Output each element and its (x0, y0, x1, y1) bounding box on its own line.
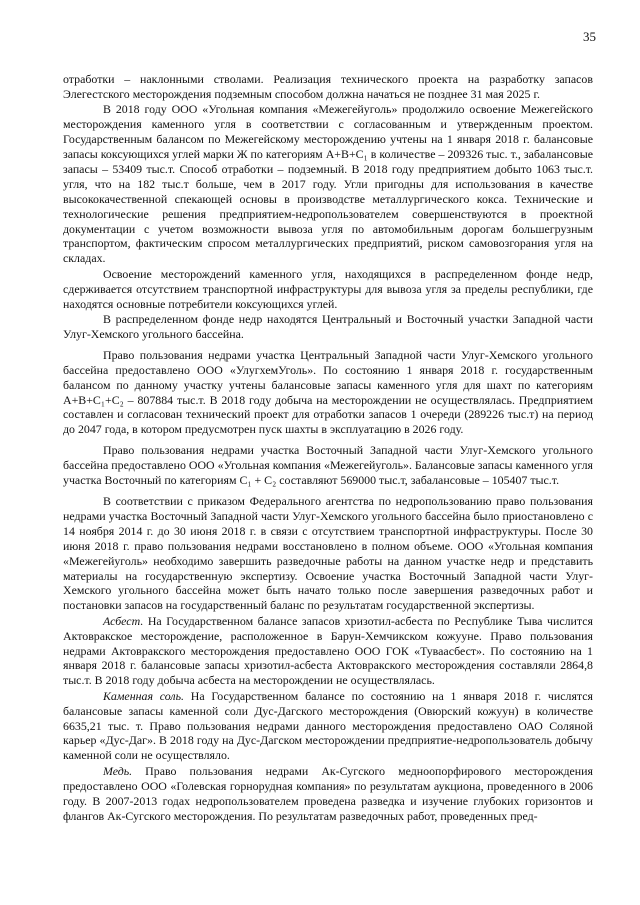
section-label: Медь. (103, 763, 133, 778)
paragraph-text: На Государственном балансе запасов хризотил-асбеста по Республике Тыва числится Актовракское месторождение, расположенное в Барун-Хемчикском кожууне. Право пользования недрами Актовракского месторождения предоставлено ООО ГОК «Туваасбест». По состоянию на 1 января 2018 г. балансовые запасы хризотил-асбеста Актовракского месторождения составляли 2864,8 тыс.т. В 2018 году добыча асбеста на месторождении не осуществлялась. (63, 613, 593, 688)
paragraph-central-site (63, 348, 593, 437)
paragraph-text: В 2018 году ООО «Угольная компания «Межегейуголь» продолжило освоение Межегейского месторождения каменного угля в соответствии с согласованным и утвержденным проектом. Государственным балансом по Межегейскому месторождению учтены на 1 января 2018 г. балансовые запасы коксующихся углей марки Ж по категориям А+В+С₁ в количестве – 209326 тыс. т., забалансовые запасы – 53409 тыс.т. Способ отработки – подземный. В 2018 году предприятием добыто 1063 тыс.т. угля, что на 182 тыс.т больше, чем в 2017 году. Угли пригодны для использования в качестве высококачественной спекающей основы в производстве металлургического кокса. Технические и технологические решения предприятием-недропользователем совершенствуются в проектной документации с учетом возможности вывоза угля по автомобильным дорогам большегрузным транспортом, фактическим спросом металлургических предприятий, риском самовозгорания угля на складах. (63, 102, 593, 266)
paragraph-transport-infrastructure (63, 267, 593, 312)
paragraph-continuation (63, 72, 593, 102)
paragraph-text: Право пользования недрами участка Восточный Западной части Улуг-Хемского угольного бассейна предоставлено ООО «Угольная компания «Межегейуголь». Балансовые запасы каменного угля участка Восточный по категориям С₁ + С₂ составляют 569000 тыс.т, забалансовые – 105407 тыс.т. (63, 443, 593, 488)
body-text (63, 72, 593, 824)
paragraph-text: В соответствии с приказом Федерального агентства по недропользованию право пользования недрами участка Восточный Западной части Улуг-Хемского угольного бассейна было приостановлено с 14 ноября 2014 г. до 30 июня 2018 г. в связи с отсутствием транспортной инфраструктуры. После 30 июня 2018 г. право пользования недрами восстановлено в полном объеме. ООО «Угольная компания «Межегейуголь» необходимо завершить разведочные работы на данном участке недр и представить материалы на государственную экспертизу. Освоение участка Восточный Западной части Улуг-Хемского угольного бассейна может быть начато только после завершения разведочных работ и постановки запасов на государственный баланс по результатам государственной экспертизы. (63, 493, 593, 613)
paragraph-text: Освоение месторождений каменного угля, находящихся в распределенном фонде недр, сдерживается отсутствием транспортной инфраструктуры для вывоза угля за пределы республики, где находятся основные потребители коксующихся углей. (63, 266, 593, 311)
paragraph-license-suspension (63, 494, 593, 613)
paragraph-distributed-fund (63, 312, 593, 342)
paragraph-rock-salt (63, 689, 593, 764)
paragraph-copper (63, 764, 593, 824)
paragraph-text: На Государственном балансе по состоянию на 1 января 2018 г. числятся балансовые запасы каменной соли Дус-Дагского месторождения (Овюрский кожуун) в количестве 6635,21 тыс. т. Право пользования недрами данного месторождения предоставлено ОАО Соляной карьер «Дус-Даг». В 2018 году на Дус-Дагском месторождении предприятие-недропользователь добычу каменной соли не осуществляло. (63, 688, 594, 763)
paragraph-mezhegey-development (63, 102, 593, 266)
paragraph-text: Право пользования недрами участка Центральный Западной части Улуг-Хемского угольного бассейна предоставлено ООО «УлугхемУголь». По состоянию 1 января 2018 г. государственным балансом по данному участку учтены балансовые запасы каменного угля для шахт по категориям А+В+С₁+С₂ – 807884 тыс.т. В 2018 году добыча на месторождении не осуществлялась. Предприятием составлен и согласован технический проект для отработки запасов 1 очереди (289226 тыс.т) на период до 2047 года, в котором предусмотрен пуск шахты в эксплуатацию в 2026 году. (63, 347, 593, 437)
paragraph-eastern-site (63, 443, 593, 488)
paragraph-text: Право пользования недрами Ак-Сугского медноопорфирового месторождения предоставлено ООО «Голевская горнорудная компания» по результатам аукциона, проведенного в 2006 году. В 2007-2013 годах недропользователем проведена разведка и изучение глубоких горизонтов и флангов Ак-Сугского месторождения. По результатам разведочных работ, проведенных пред- (63, 763, 593, 823)
page-number: 35 (583, 29, 596, 44)
section-label: Каменная соль. (103, 688, 184, 703)
paragraph-text: отработки – наклонными стволами. Реализация технического проекта на разработку запасов Элегестского месторождения подземным способом должна начаться не позднее 31 мая 2025 г. (63, 72, 593, 101)
paragraph-text: В распределенном фонде недр находятся Центральный и Восточный участки Западной части Улуг-Хемского угольного бассейна. (63, 312, 593, 341)
section-label: Асбест. (103, 613, 144, 628)
paragraph-asbestos (63, 614, 593, 689)
